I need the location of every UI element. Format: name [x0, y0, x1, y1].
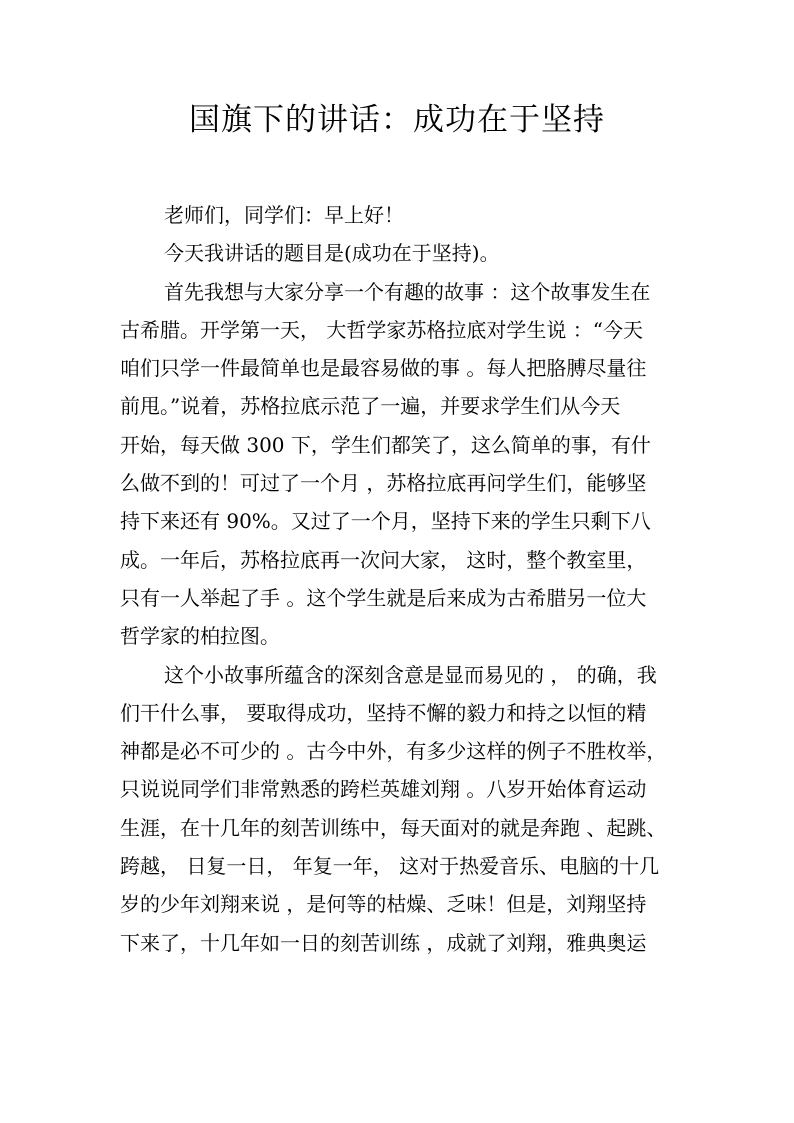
paragraph-line: 成。一年后，苏格拉底再一次问大家， 这时，整个教室里， [120, 547, 647, 572]
paragraph-line: 跨越， 日复一日， 年复一年， 这对于热爱音乐、电脑的十几 [120, 854, 660, 879]
paragraph-line: 只有一人举起了手 。这个学生就是后来成为古希腊另一位大 [120, 585, 647, 610]
paragraph-line: 神都是必不可少的 。古今中外，有多少这样的例子不胜枚举， [120, 739, 667, 764]
paragraph-line: 们干什么事， 要取得成功，坚持不懈的毅力和持之以恒的精 [120, 700, 647, 725]
paragraph-line: 么做不到的！可过了一个月 ，苏格拉底再问学生们，能够坚 [120, 471, 647, 496]
paragraph-line: 哲学家的柏拉图。 [120, 624, 280, 649]
paragraph-line: 只说说同学们非常熟悉的跨栏英雄刘翔 。八岁开始体育运动 [120, 777, 647, 802]
paragraph-line: 咱们只学一件最简单也是最容易做的事 。每人把胳膊尽量往 [120, 356, 647, 381]
document-body [120, 196, 686, 962]
paragraph-line: 下来了，十几年如一日的刻苦训练 ，成就了刘翔，雅典奥运 [120, 930, 647, 955]
paragraph-line: 生涯，在十几年的刻苦训练中，每天面对的就是奔跑 、起跳、 [120, 815, 667, 840]
paragraph-line: 持下来还有 90%。又过了一个月，坚持下来的学生只剩下八 [120, 509, 651, 534]
paragraph-line: 首先我想与大家分享一个有趣的故事 ：这个故事发生在 [164, 279, 651, 304]
paragraph-line: 今天我讲话的题目是(成功在于坚持)。 [164, 241, 500, 266]
paragraph-line: 开始，每天做 300 下，学生们都笑了，这么简单的事，有什 [120, 432, 651, 457]
paragraph-line: 古希腊。开学第一天， 大哲学家苏格拉底对学生说 ：“今天 [120, 317, 643, 342]
paragraph-line: 前甩。”说着，苏格拉底示范了一遍，并要求学生们从今天 [120, 394, 621, 419]
paragraph-line: 这个小故事所蕴含的深刻含意是显而易见的 ， 的确，我 [164, 662, 657, 687]
paragraph-line: 老师们，同学们：早上好！ [164, 203, 404, 227]
document-title: 国旗下的讲话：成功在于坚持 [189, 102, 605, 138]
paragraph-line: 岁的少年刘翔来说 ，是何等的枯燥、乏味！但是，刘翔坚持 [120, 892, 647, 917]
